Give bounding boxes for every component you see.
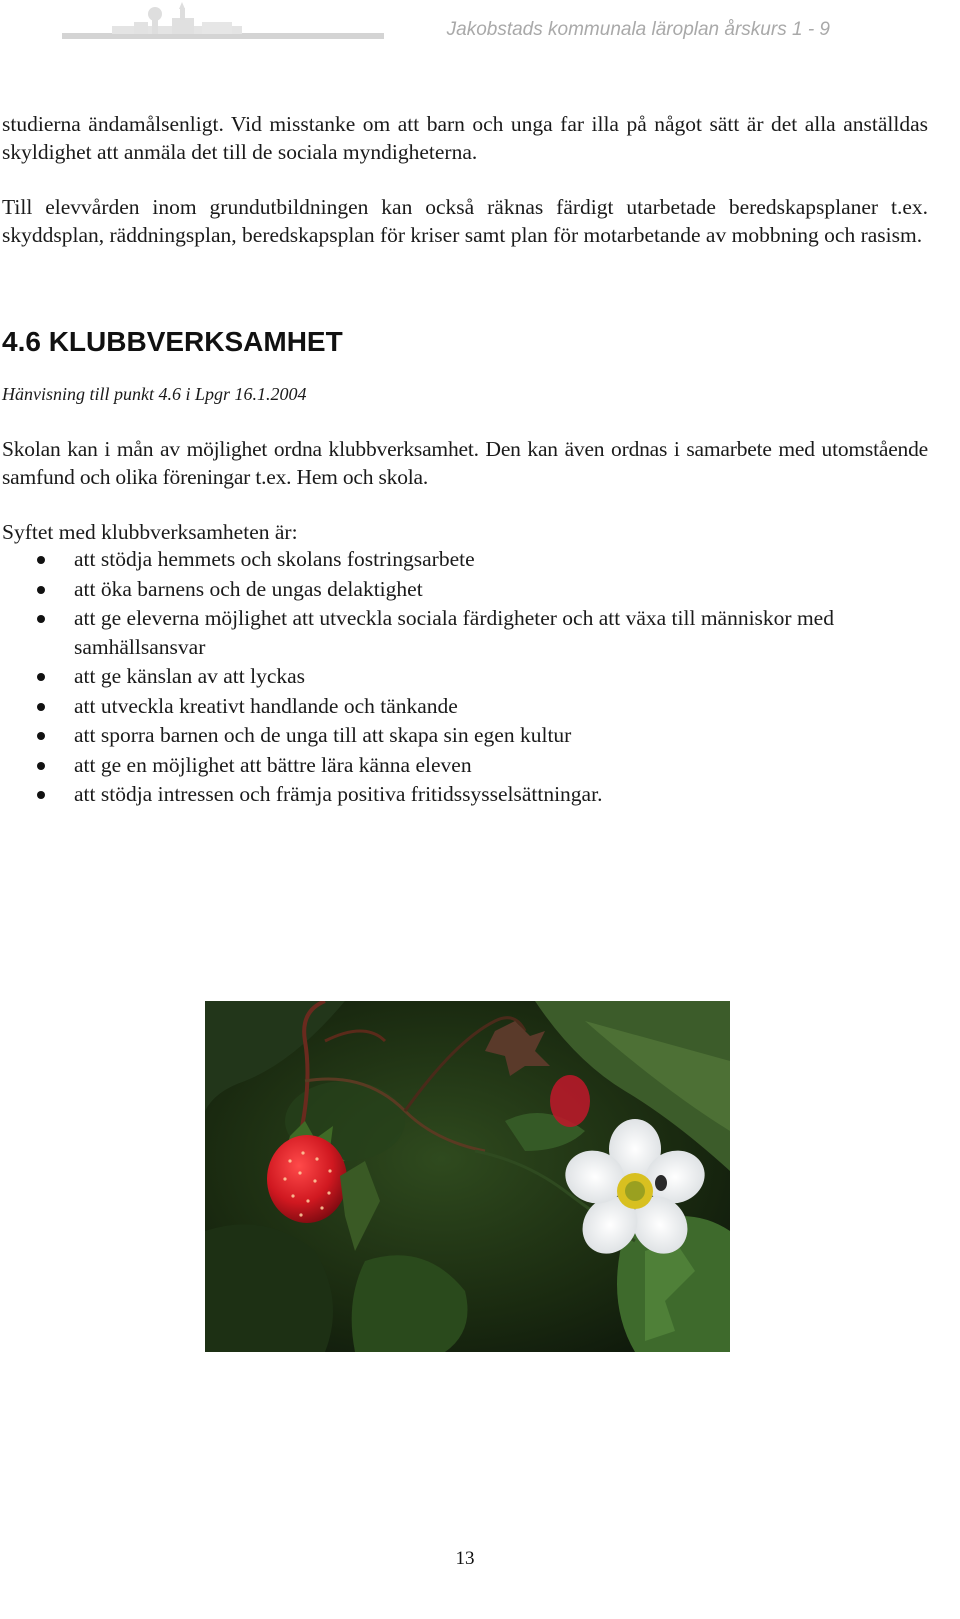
bullet-icon — [37, 586, 45, 594]
bullet-icon — [37, 703, 45, 711]
list-intro: Syftet med klubbverksamheten är: — [2, 520, 298, 544]
list-item: att utveckla kreativt handlande och tänkande — [0, 692, 930, 721]
wild-strawberry-photo — [205, 1001, 730, 1352]
running-title: Jakobstads kommunala läroplan årskurs 1 - 9 — [446, 19, 830, 40]
curriculum-reference: Hänvisning till punkt 4.6 i Lpgr 16.1.2004 — [2, 384, 307, 404]
list-item: att ge känslan av att lyckas — [0, 662, 930, 691]
list-item: att sporra barnen och de unga till att skapa sin egen kultur — [0, 721, 930, 750]
page-header — [0, 0, 960, 60]
bullet-icon — [37, 556, 45, 564]
bullet-icon — [37, 732, 45, 740]
list-item: att öka barnens och de ungas delaktighet — [0, 575, 930, 604]
paragraph-intro: studierna ändamålsenligt. Vid misstanke om att barn och unga far illa på något sätt är det alla anställdas skyldighet att anmäla det till de sociala myndigheterna. — [2, 112, 928, 164]
bullet-icon — [37, 762, 45, 770]
list-item: att stödja hemmets och skolans fostringsarbete — [0, 545, 930, 574]
bullet-icon — [37, 673, 45, 681]
purpose-list — [0, 545, 930, 810]
list-item: att stödja intressen och främja positiva fritidssysselsättningar. — [0, 780, 930, 809]
list-item: att ge en möjlighet att bättre lära känna eleven — [0, 751, 930, 780]
bullet-icon — [37, 791, 45, 799]
paragraph-club-activities: Skolan kan i mån av möjlighet ordna klubbverksamhet. Den kan även ordnas i samarbete med utomstående samfund och olika föreningar t.ex. Hem och skola. — [2, 437, 928, 489]
section-heading: 4.6 KLUBBVERKSAMHET — [2, 326, 343, 357]
bullet-icon — [37, 615, 45, 623]
page-number: 13 — [455, 1548, 475, 1569]
list-item: att ge eleverna möjlighet att utveckla sociala färdigheter och att växa till människor med samhällsansvar — [0, 604, 930, 661]
town-skyline-logo-icon — [62, 0, 384, 42]
paragraph-preparedness-plans: Till elevvården inom grundutbildningen kan också räknas färdigt utarbetade beredskapsplaner t.ex. skyddsplan, räddningsplan, beredskapsplan för kriser samt plan för motarbetande av mobbning och rasism. — [2, 195, 928, 247]
